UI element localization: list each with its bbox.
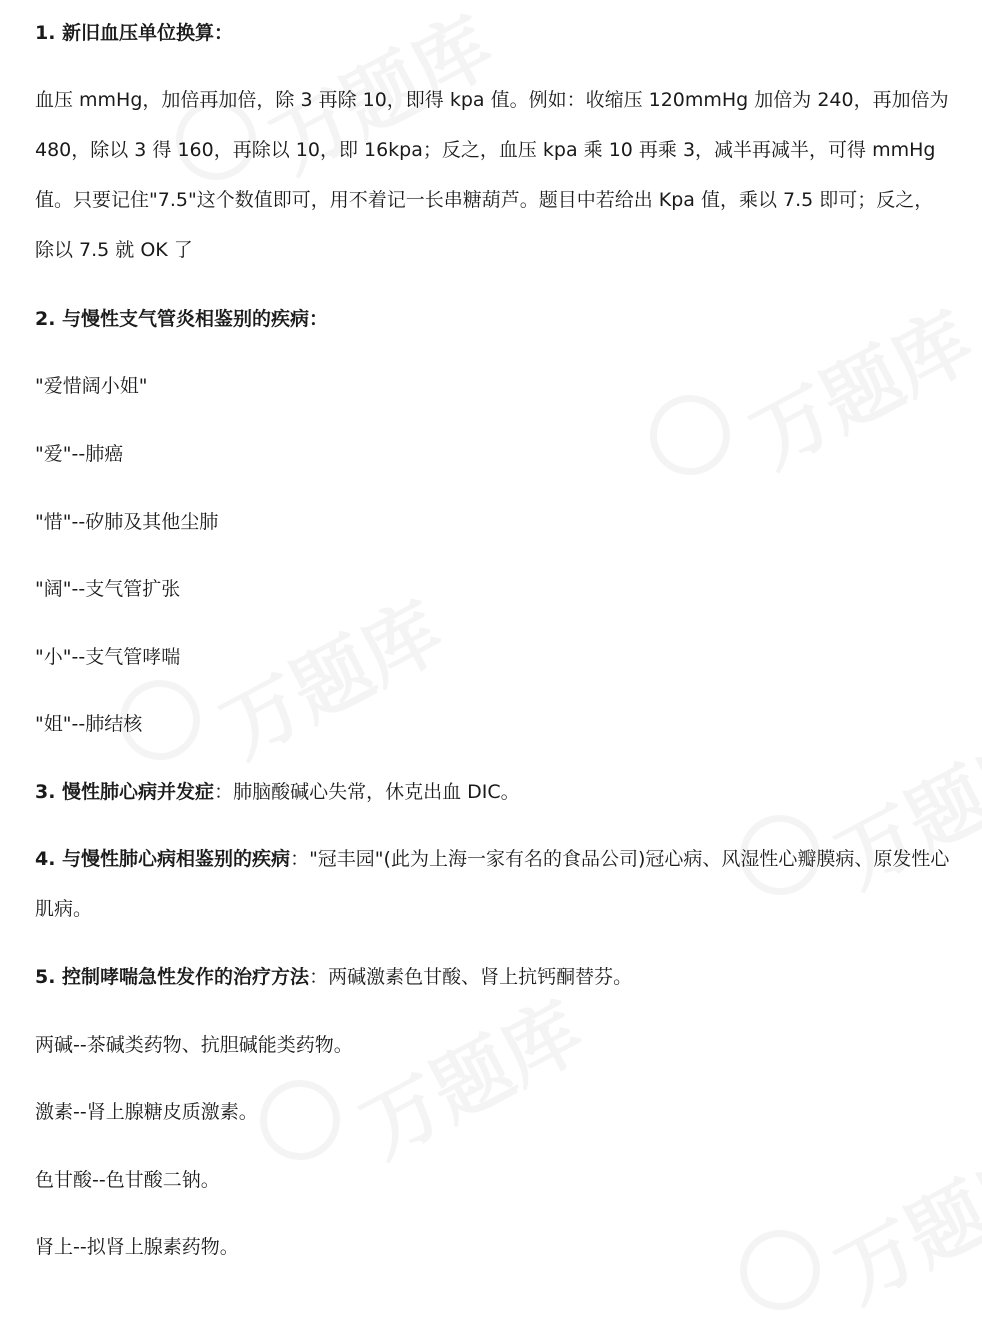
section-heading-4: 4. 与慢性肺心病相鉴别的疾病 (35, 848, 291, 870)
paragraph-bp-conversion: 血压 mmHg，加倍再加倍，除 3 再除 10，即得 kpa 值。例如：收缩压 120mmHg 加倍为 240，再加倍为 480，除以 3 得 160，再除以 10，即 16kpa；反之，血压 kpa 乘 10 再乘 3，减半再减半，可得 mmHg 值。只要记住"7.5"这个数值即可，用不着记一长串糖葫芦。题目中若给出 Kpa 值，乘以 7.5 即可；反之，除以 7.5 就 OK 了 (35, 89, 949, 261)
mnemonic-item: "惜"--矽肺及其他尘肺 (35, 511, 219, 533)
section-4 (35, 834, 951, 934)
treatment-item: 激素--肾上腺糖皮质激素。 (35, 1101, 258, 1123)
section-4-text: ："冠丰园"(此为上海一家有名的食品公司)冠心病、风湿性心瓣膜病、原发性心肌病。 (35, 848, 950, 920)
mnemonic-item: "阔"--支气管扩张 (35, 578, 181, 600)
section-heading-1: 1. 新旧血压单位换算： (35, 22, 234, 44)
treatment-item: 色甘酸--色甘酸二钠。 (35, 1169, 220, 1191)
section-3 (35, 777, 953, 807)
mnemonic-line: "爱惜阔小姐" (35, 375, 148, 397)
section-heading-2: 2. 与慢性支气管炎相鉴别的疾病： (35, 308, 329, 330)
treatment-item: 两碱--茶碱类药物、抗胆碱能类药物。 (35, 1034, 353, 1056)
section-heading-3: 3. 慢性肺心病并发症 (35, 781, 215, 803)
mnemonic-item: "姐"--肺结核 (35, 713, 143, 735)
section-heading-5: 5. 控制哮喘急性发作的治疗方法 (35, 966, 310, 988)
section-5-text: ：两碱激素色甘酸、肾上抗钙酮替芬。 (309, 966, 633, 988)
mnemonic-item: "爱"--肺癌 (35, 443, 124, 465)
section-5 (35, 962, 953, 992)
treatment-item: 肾上--拟肾上腺素药物。 (35, 1236, 239, 1258)
section-3-text: ：肺脑酸碱心失常，休克出血 DIC。 (214, 781, 520, 803)
watermark (340, 970, 599, 1179)
watermark (815, 1115, 982, 1324)
mnemonic-item: "小"--支气管哮喘 (35, 646, 181, 668)
